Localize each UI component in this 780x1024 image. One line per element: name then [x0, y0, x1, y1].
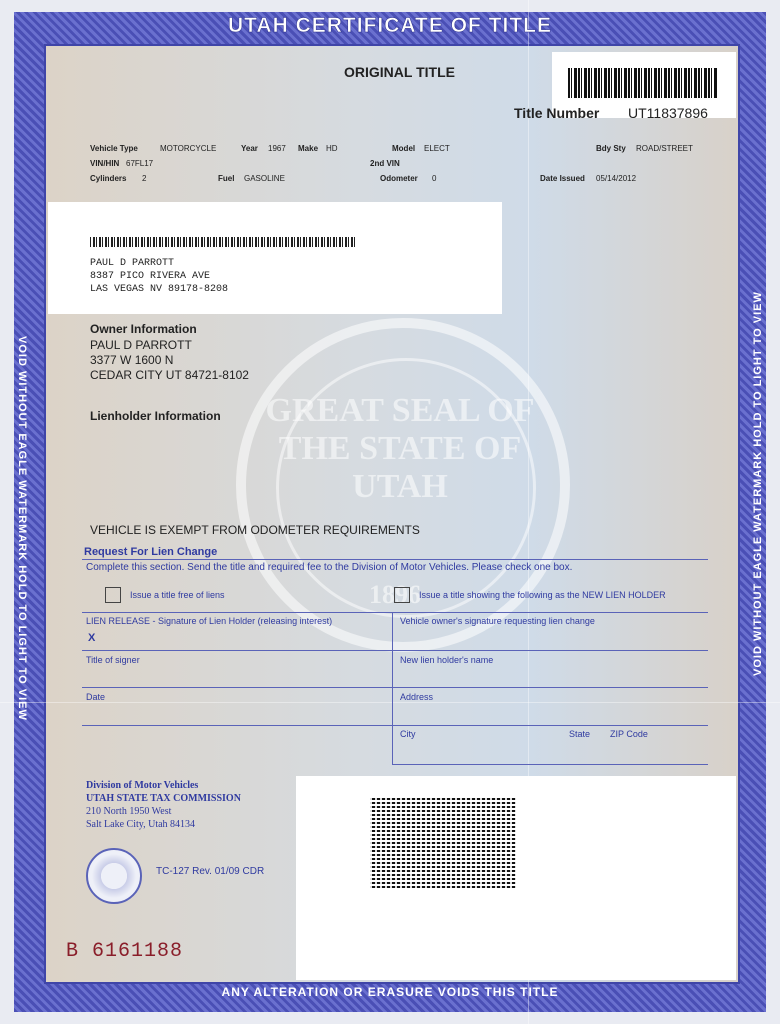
lien-change-title: Request For Lien Change — [84, 546, 218, 558]
model: ELECT — [424, 144, 450, 153]
year: 1967 — [268, 144, 286, 153]
state-field-label[interactable]: State — [569, 729, 591, 739]
lienholder-heading: Lienholder Information — [90, 409, 221, 423]
lien-change-instructions: Complete this section. Send the title and required fee to the Division of Motor Vehicles. Please check one box. — [86, 562, 573, 573]
address-field-label[interactable]: Address — [400, 692, 434, 702]
mailing-street: 8387 PICO RIVERA AVE — [90, 271, 211, 282]
make: HD — [326, 144, 338, 153]
watermark-warning-left: VOID WITHOUT EAGLE WATERMARK HOLD TO LIGHT TO VIEW — [16, 336, 28, 721]
dmv-name: Division of Motor Vehicles — [86, 780, 199, 791]
vehicle-type: MOTORCYCLE — [160, 144, 217, 153]
signature-x-mark: X — [88, 632, 96, 644]
new-lienholder-option-label: Issue a title showing the following as the NEW LIEN HOLDER — [419, 590, 666, 600]
rule — [82, 687, 708, 688]
free-of-liens-label: Issue a title free of liens — [130, 590, 225, 600]
make-label: Make — [298, 144, 319, 153]
tax-commission-name: UTAH STATE TAX COMMISSION — [86, 793, 241, 804]
owner-street: 3377 W 1600 N — [90, 353, 174, 367]
second-vin-label: 2nd VIN — [370, 159, 400, 168]
model-label: Model — [392, 144, 416, 153]
fold-line-horizontal — [0, 702, 780, 703]
date-issued: 05/14/2012 — [596, 174, 637, 183]
rule — [82, 650, 708, 651]
odometer: 0 — [432, 174, 437, 183]
watermark-warning-right: VOID WITHOUT EAGLE WATERMARK HOLD TO LIGHT TO VIEW — [752, 291, 764, 676]
owner-city: CEDAR CITY UT 84721-8102 — [90, 368, 249, 382]
body-style: ROAD/STREET — [636, 144, 693, 153]
free-of-liens-checkbox[interactable] — [105, 587, 121, 603]
rule — [82, 559, 708, 560]
seal-year: 1896 — [369, 580, 421, 609]
fuel: GASOLINE — [244, 174, 285, 183]
original-title-label: ORIGINAL TITLE — [344, 64, 455, 80]
vehicle-type-label: Vehicle Type — [90, 144, 138, 153]
2d-barcode-pattern — [370, 796, 516, 888]
dmv-address-line-1: 210 North 1950 West — [86, 806, 172, 817]
security-code-panel — [296, 776, 736, 980]
title-of-signer-label[interactable]: Title of signer — [86, 655, 140, 665]
column-divider — [392, 612, 393, 764]
serial-number: B 6161188 — [66, 940, 184, 963]
cylinders: 2 — [142, 174, 147, 183]
form-number: TC-127 Rev. 01/09 CDR — [156, 866, 265, 877]
vin: 67FL17 — [126, 159, 154, 168]
date-issued-label: Date Issued — [540, 174, 585, 183]
postal-barcode — [90, 237, 356, 247]
rule — [392, 764, 708, 765]
title-number-label: Title Number — [514, 105, 600, 121]
new-lienholder-checkbox[interactable] — [394, 587, 410, 603]
mailing-name: PAUL D PARROTT — [90, 258, 175, 269]
odometer-exempt-note: VEHICLE IS EXEMPT FROM ODOMETER REQUIREMENTS — [90, 523, 420, 537]
rule — [82, 725, 708, 726]
seal-text: GREAT SEAL OF THE STATE OF UTAH — [265, 392, 535, 505]
date-field-label[interactable]: Date — [86, 692, 106, 702]
odometer-label: Odometer — [380, 174, 418, 183]
lien-release-label: LIEN RELEASE - Signature of Lien Holder (releasing interest) — [86, 616, 333, 626]
mailing-city: LAS VEGAS NV 89178-8208 — [90, 284, 229, 295]
title-number: UT11837896 — [628, 105, 708, 121]
new-lienholder-name-label[interactable]: New lien holder's name — [400, 655, 494, 665]
certificate-heading: UTAH CERTIFICATE OF TITLE — [227, 14, 553, 37]
year-label: Year — [241, 144, 258, 153]
vin-label: VIN/HIN — [90, 159, 120, 168]
city-field-label[interactable]: City — [400, 729, 416, 739]
fuel-label: Fuel — [218, 174, 235, 183]
title-barcode — [568, 68, 718, 98]
state-seal-icon — [86, 848, 142, 904]
zip-field-label[interactable]: ZIP Code — [610, 729, 648, 739]
body-style-label: Bdy Sty — [596, 144, 626, 153]
cylinders-label: Cylinders — [90, 174, 127, 183]
owner-name: PAUL D PARROTT — [90, 338, 192, 352]
owner-signature-label[interactable]: Vehicle owner's signature requesting lien change — [400, 616, 595, 626]
owner-heading: Owner Information — [90, 322, 197, 336]
alteration-warning: ANY ALTERATION OR ERASURE VOIDS THIS TITLE — [221, 985, 559, 999]
rule — [82, 612, 708, 613]
dmv-address-line-2: Salt Lake City, Utah 84134 — [86, 819, 196, 830]
